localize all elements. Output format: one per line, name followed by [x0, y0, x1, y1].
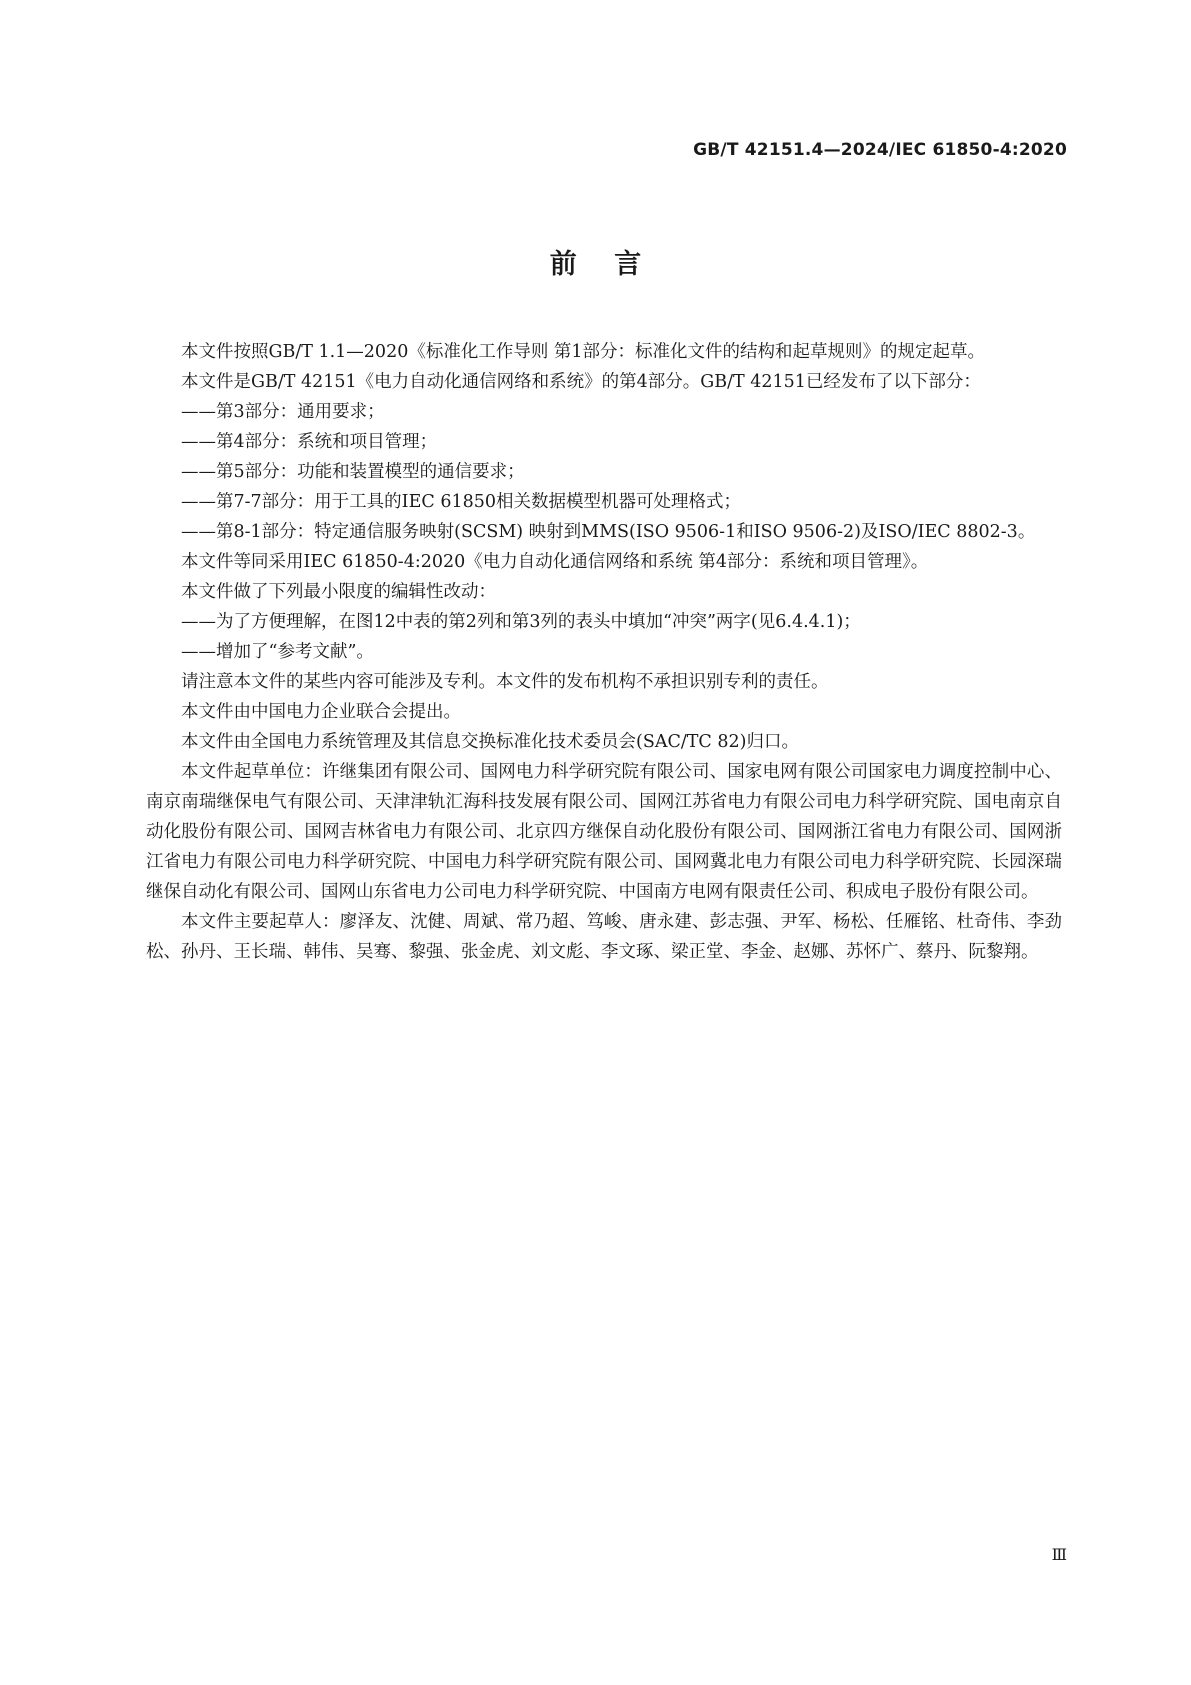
list-item-part-8-1: ——第8-1部分：特定通信服务映射(SCSM) 映射到MMS(ISO 9506-1和ISO 9506-2)及ISO/IEC 8802-3。	[181, 522, 1036, 542]
page-number: Ⅲ	[1051, 1545, 1067, 1564]
paragraph-adoption: 本文件等同采用IEC 61850-4:2020《电力自动化通信网络和系统 第4部分：系统和项目管理》。	[181, 552, 929, 572]
paragraph-proposer: 本文件由中国电力企业联合会提出。	[181, 702, 461, 722]
paragraph-edits-intro: 本文件做了下列最小限度的编辑性改动：	[181, 582, 496, 602]
paragraph-committee: 本文件由全国电力系统管理及其信息交换标准化技术委员会(SAC/TC 82)归口。	[181, 732, 799, 752]
page-title: 前 言	[549, 249, 642, 280]
paragraph-drafting-units: 本文件起草单位：许继集团有限公司、国网电力科学研究院有限公司、国家电网有限公司国家电力调度控制中心、南京南瑞继保电气有限公司、天津津轨汇海科技发展有限公司、国网江苏省电力有限公司电力科学研究院、国电南京自动化股份有限公司、国网吉林省电力有限公司、北京四方继保自动化股份有限公司、国网浙江省电力有限公司、国网浙江省电力有限公司电力科学研究院、中国电力科学研究院有限公司、国网冀北电力有限公司电力科学研究院、长园深瑞继保自动化有限公司、国网山东省电力公司电力科学研究院、中国南方电网有限责任公司、积成电子股份有限公司。	[146, 762, 1062, 902]
list-item-edit-figure-12: ——为了方便理解，在图12中表的第2列和第3列的表头中填加“冲突”两字(见6.4.4.1)；	[181, 612, 861, 632]
list-item-edit-bibliography: ——增加了“参考文献”。	[181, 642, 374, 662]
list-item-part-4: ——第4部分：系统和项目管理；	[181, 432, 438, 452]
paragraph-series-intro: 本文件是GB/T 42151《电力自动化通信网络和系统》的第4部分。GB/T 42151已经发布了以下部分：	[181, 372, 981, 392]
paragraph-drafting-rules: 本文件按照GB/T 1.1—2020《标准化工作导则 第1部分：标准化文件的结构和起草规则》的规定起草。	[181, 342, 986, 362]
paragraph-drafters: 本文件主要起草人：廖泽友、沈健、周斌、常乃超、笃峻、唐永建、彭志强、尹军、杨松、任雁铭、杜奇伟、李劲松、孙丹、王长瑞、韩伟、吴骞、黎强、张金虎、刘文彪、李文琢、梁正堂、李金、赵娜、苏怀广、蔡丹、阮黎翔。	[146, 912, 1062, 962]
standard-code: GB/T 42151.4—2024/IEC 61850-4:2020	[693, 140, 1067, 160]
list-item-part-7-7: ——第7-7部分：用于工具的IEC 61850相关数据模型机器可处理格式；	[181, 492, 741, 512]
list-item-part-3: ——第3部分：通用要求；	[181, 402, 385, 422]
paragraph-patent-notice: 请注意本文件的某些内容可能涉及专利。本文件的发布机构不承担识别专利的责任。	[181, 672, 829, 692]
document-body	[146, 337, 1062, 967]
list-item-part-5: ——第5部分：功能和装置模型的通信要求；	[181, 462, 525, 482]
